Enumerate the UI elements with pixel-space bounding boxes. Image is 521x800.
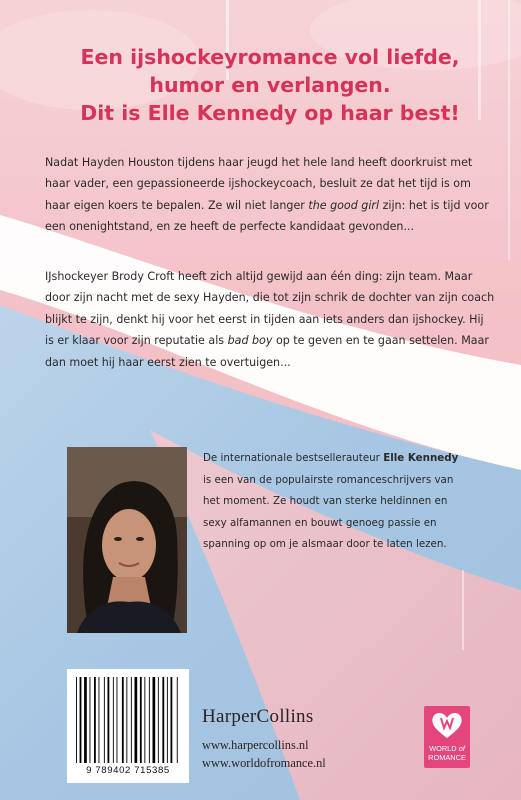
blurb-2-line: IJshockeyer Brody Croft heeft zich altijd gewijd aan één ding: zijn team. Maar bbox=[45, 270, 473, 283]
bio-line: spanning op om je alsmaar door te laten lezen. bbox=[203, 538, 447, 551]
bio-line: het moment. Ze houdt van sterke heldinnen en bbox=[203, 495, 448, 508]
blurb-paragraph-2 bbox=[45, 266, 493, 373]
headline-line-3: Dit is Elle Kennedy op haar best! bbox=[80, 101, 460, 125]
barcode-icon bbox=[75, 677, 181, 763]
author-photo bbox=[67, 447, 187, 633]
isbn-number: 9 789402 715385 bbox=[86, 765, 170, 776]
blurb-1-line: een onenightstand, en ze heeft de perfecte kandidaat gevonden... bbox=[45, 220, 415, 234]
headline-line-2: humor en verlangen. bbox=[149, 73, 391, 97]
publisher-name: HarperCollins bbox=[202, 706, 314, 727]
barcode-box bbox=[67, 669, 189, 783]
bio-line: De internationale bestsellerauteur Elle Kennedy bbox=[203, 452, 459, 464]
blurb-1-line: Nadat Hayden Houston tijdens haar jeugd het hele land heeft doorkruist met bbox=[45, 156, 473, 169]
blurb-2-line: door zijn nacht met de sexy Hayden, die tot zijn schrik de dochter van zijn coach bbox=[45, 291, 495, 305]
bio-line: is een van de populairste romanceschrijvers van bbox=[203, 473, 454, 486]
blurb-2-line: dan moet hij haar eerst zien te overtuigen... bbox=[45, 355, 291, 369]
bio-line: sexy alfamannen en bouwt genoeg passie en bbox=[203, 516, 437, 529]
publisher-url[interactable]: www.harpercollins.nl bbox=[202, 738, 309, 752]
emphasis-bad-boy: bad boy bbox=[227, 334, 273, 348]
author-name: Elle Kennedy bbox=[383, 452, 459, 464]
blurb-2-line: is er klaar voor zijn reputatie als bad boy op te geven en te gaan settelen. Maar bbox=[45, 334, 489, 348]
blurb-1-line: haar vader, een gepassioneerde ijshockeycoach, besluit ze dat het tijd is om bbox=[45, 177, 471, 191]
author-bio bbox=[203, 448, 503, 556]
headline bbox=[60, 43, 480, 127]
world-of-romance-url[interactable]: www.worldofromance.nl bbox=[202, 756, 326, 770]
world-of-romance-logo-text: WORLD of ROMANCE bbox=[428, 744, 466, 762]
blurb-1-line: haar eigen koers te bepalen. Ze wil niet langer the good girl zijn: het is tijd voor bbox=[45, 198, 489, 212]
blurb-paragraph-1 bbox=[45, 152, 493, 238]
emphasis-good-girl: the good girl bbox=[308, 198, 380, 212]
headline-line-1: Een ijshockeyromance vol liefde, bbox=[80, 45, 460, 69]
blurb-2-line: blijkt te zijn, denkt hij voor het eerst in tijden aan iets anders dan ijshockey. Hij bbox=[45, 312, 484, 326]
